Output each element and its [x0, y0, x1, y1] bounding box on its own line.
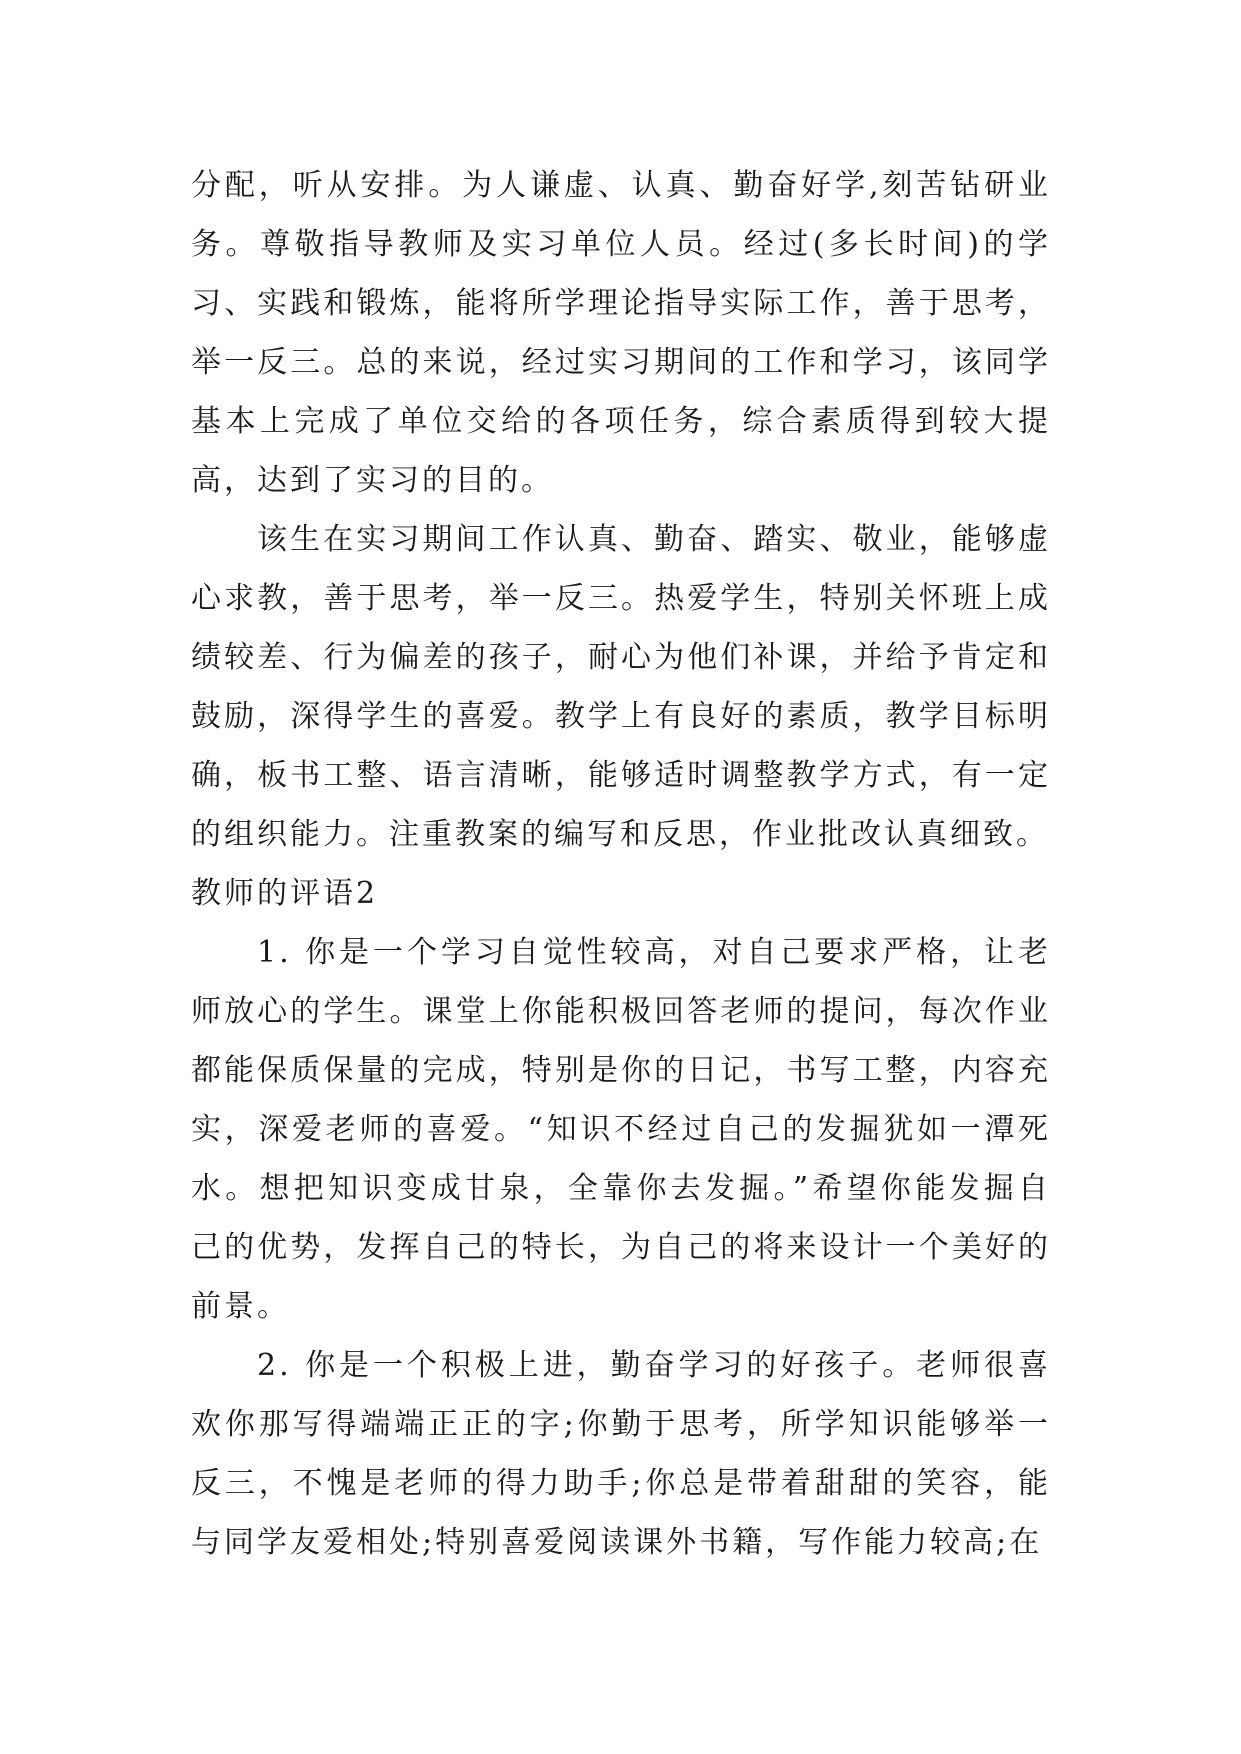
document-body — [191, 156, 1051, 1572]
paragraph-internship-summary: 分配，听从安排。为人谦虚、认真、勤奋好学,刻苦钻研业务。尊敬指导教师及实习单位人员。经过(多长时间)的学习、实践和锻炼，能将所学理论指导实际工作，善于思考，举一反三。总的来说，经过实习期间的工作和学习，该同学基本上完成了单位交给的各项任务，综合素质得到较大提高，达到了实习的目的。 — [191, 168, 1051, 498]
paragraph-comment-2: 2. 你是一个积极上进，勤奋学习的好孩子。老师很喜欢你那写得端端正正的字;你勤于思考，所学知识能够举一反三，不愧是老师的得力助手;你总是带着甜甜的笑容，能与同学友爱相处;特别喜爱阅读课外书籍，写作能力较高;在 — [191, 1348, 1051, 1560]
paragraph-comment-1: 1. 你是一个学习自觉性较高，对自己要求严格，让老师放心的学生。课堂上你能积极回答老师的提问，每次作业都能保质保量的完成，特别是你的日记，书写工整，内容充实，深爱老师的喜爱。“知识不经过自己的发掘犹如一潭死水。想把知识变成甘泉，全靠你去发掘。”希望你能发掘自己的优势，发挥自己的特长，为自己的将来设计一个美好的前景。 — [191, 935, 1051, 1324]
paragraph-internship-evaluation: 该生在实习期间工作认真、勤奋、踏实、敬业，能够虚心求教，善于思考，举一反三。热爱学生，特别关怀班上成绩较差、行为偏差的孩子，耐心为他们补课，并给予肯定和鼓励，深得学生的喜爱。教学上有良好的素质，教学目标明确，板书工整、语言清晰，能够适时调整教学方式，有一定的组织能力。注重教案的编写和反思，作业批改认真细致。 — [191, 522, 1051, 852]
section-heading: 教师的评语2 — [191, 876, 379, 911]
